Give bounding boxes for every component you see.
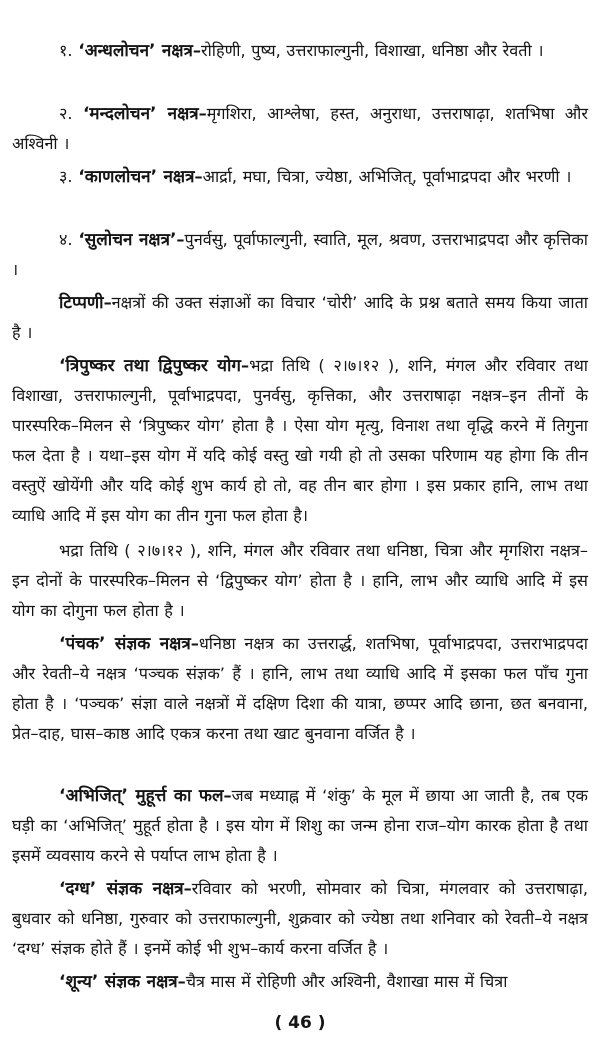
- paragraph-heading: ‘सुलोचन नक्षत्र’: [78, 230, 177, 250]
- paragraph-tripushkar: [12, 351, 588, 531]
- item-number: ४.: [59, 230, 73, 249]
- dash-separator: –: [223, 786, 232, 805]
- paragraph-heading: ‘दग्ध’ संज्ञक नक्षत्र: [59, 879, 184, 899]
- dash-separator: –: [183, 879, 192, 898]
- paragraph-text: भद्रा तिथि ( २।७।१२ ), शनि, मंगल और रविवार तथा धनिष्ठा, चित्रा और मृगशिरा नक्षत्र–इन दोनों के पारस्परिक–मिलन से ‘द्विपुष्कर योग’ होता है । हानि, लाभ और व्याधि आदि में इस योग का दोगुना फल होता है ।: [12, 541, 588, 620]
- dash-separator: –: [198, 104, 207, 123]
- paragraph-heading: टिप्पणी: [59, 293, 104, 313]
- paragraph-text: रविवार को भरणी, सोमवार को चित्रा, मंगलवार को उत्तराषाढ़ा, बुधवार को धनिष्ठा, गुरुवार को उत्तराफाल्गुनी, शुक्रवार को ज्येष्ठा तथा शनिवार को रेवती–ये नक्षत्र ‘दग्ध’ संज्ञक होते हैं । इनमें कोई भी शुभ–कार्य करना वर्जित है ।: [12, 879, 588, 958]
- paragraph-heading: ‘त्रिपुष्कर तथा द्विपुष्कर योग: [59, 356, 241, 376]
- paragraph-heading: ‘अभिजित्’ मुहूर्त्त का फल: [59, 786, 224, 806]
- paragraph-heading: ‘पंचक’ संज्ञक नक्षत्र: [59, 634, 191, 654]
- paragraph-text: भद्रा तिथि ( २।७।१२ ), शनि, मंगल और रविवार तथा विशाखा, उत्तराफाल्गुनी, पूर्वाभाद्रपदा, पुनर्वसु, कृत्तिका, और उत्तराषाढ़ा नक्षत्र–इन तीनों के पारस्परिक–मिलन से ‘त्रिपुष्कर योग’ होता है । ऐसा योग मृत्यु, विनाश तथा वृद्धि करने में तिगुना फल देता है । यथा–इस योग में यदि कोई वस्तु खो गयी हो तो उसका परिणाम यह होगा कि तीन वस्तुऐं खोयेंगी और यदि कोई शुभ कार्य हो तो, वह तीन बार होगा । इस प्रकार हानि, लाभ तथा व्याधि आदि में इस योग का तीन गुना फल होता है।: [12, 356, 588, 525]
- item-number: २.: [59, 104, 73, 123]
- paragraph-text: धनिष्ठा नक्षत्र का उत्तरार्द्ध, शतभिषा, पूर्वाभाद्रपदा, उत्तराभाद्रपदा और रेवती–ये नक्षत्र ‘पञ्चक संज्ञक’ हैं । हानि, लाभ तथा व्याधि आदि में इसका फल पाँच गुना होता है । ‘पञ्चक’ संज्ञा वाले नक्षत्रों में दक्षिण दिशा की यात्रा, छप्पर आदि छाना, छत बनवाना, प्रेत–दाह, घास–काष्ठ आदि एकत्र करना तथा खाट बुनवाना वर्जित है ।: [12, 634, 588, 743]
- paragraph-heading: ‘शून्य’ संज्ञक नक्षत्र: [59, 972, 178, 992]
- item-number: १.: [59, 41, 73, 60]
- paragraph-text: चैत्र मास में रोहिणी और अश्विनी, वैशाखा मास में चित्रा: [185, 972, 508, 991]
- paragraph-text: आर्द्रा, मघा, चित्रा, ज्येष्ठा, अभिजित्, पूर्वाभाद्रपदा और भरणी ।: [202, 167, 572, 186]
- dash-separator: –: [194, 167, 203, 186]
- paragraph-kanalochan: [12, 162, 588, 192]
- paragraph-sulochan: [12, 225, 588, 285]
- paragraph-dagdha: [12, 874, 588, 964]
- dash-separator: –: [177, 972, 186, 991]
- paragraph-text: जब मध्याह्न में ‘शंकु’ के मूल में छाया आ जाती है, तब एक घड़ी का ‘अभिजित्’ मुहूर्त होता है । इस योग में शिशु का जन्म होना राज–योग कारक होता है तथा इसमें व्यवसाय करने से पर्याप्त लाभ होता है ।: [12, 786, 588, 865]
- dash-separator: –: [192, 41, 201, 60]
- paragraph-text: नक्षत्रों की उक्त संज्ञाओं का विचार ‘चोरी’ आदि के प्रश्न बताते समय किया जाता है ।: [12, 293, 588, 342]
- paragraph-text: पुनर्वसु, पूर्वाफाल्गुनी, स्वाति, मूल, श्रवण, उत्तराभाद्रपदा और कृत्तिका ।: [12, 230, 588, 279]
- dash-separator: –: [103, 293, 112, 312]
- paragraph-shunya: [12, 967, 588, 997]
- page-number: ( 46 ): [274, 1013, 326, 1033]
- paragraph-note: [12, 288, 588, 348]
- paragraph-heading: ‘काणलोचन’ नक्षत्र: [78, 167, 195, 187]
- item-number: ३.: [59, 167, 73, 186]
- paragraph-panchak: [12, 629, 588, 749]
- paragraph-mandalochan: [12, 99, 588, 159]
- dash-separator: –: [176, 230, 185, 249]
- paragraph-andhalochan: [12, 36, 588, 66]
- paragraph-abhijit: [12, 781, 588, 871]
- dash-separator: –: [240, 356, 250, 375]
- paragraph-dvipushkar: [12, 536, 588, 626]
- dash-separator: –: [190, 634, 199, 653]
- paragraph-heading: ‘अन्धलोचन’ नक्षत्र: [78, 41, 193, 61]
- paragraph-text: रोहिणी, पुष्य, उत्तराफाल्गुनी, विशाखा, धनिष्ठा और रेवती ।: [200, 41, 544, 60]
- paragraph-text: मृगशिरा, आश्लेषा, हस्त, अनुराधा, उत्तराषाढ़ा, शतभिषा और अश्विनी ।: [12, 104, 588, 153]
- paragraph-heading: ‘मन्दलोचन’ नक्षत्र: [82, 104, 199, 124]
